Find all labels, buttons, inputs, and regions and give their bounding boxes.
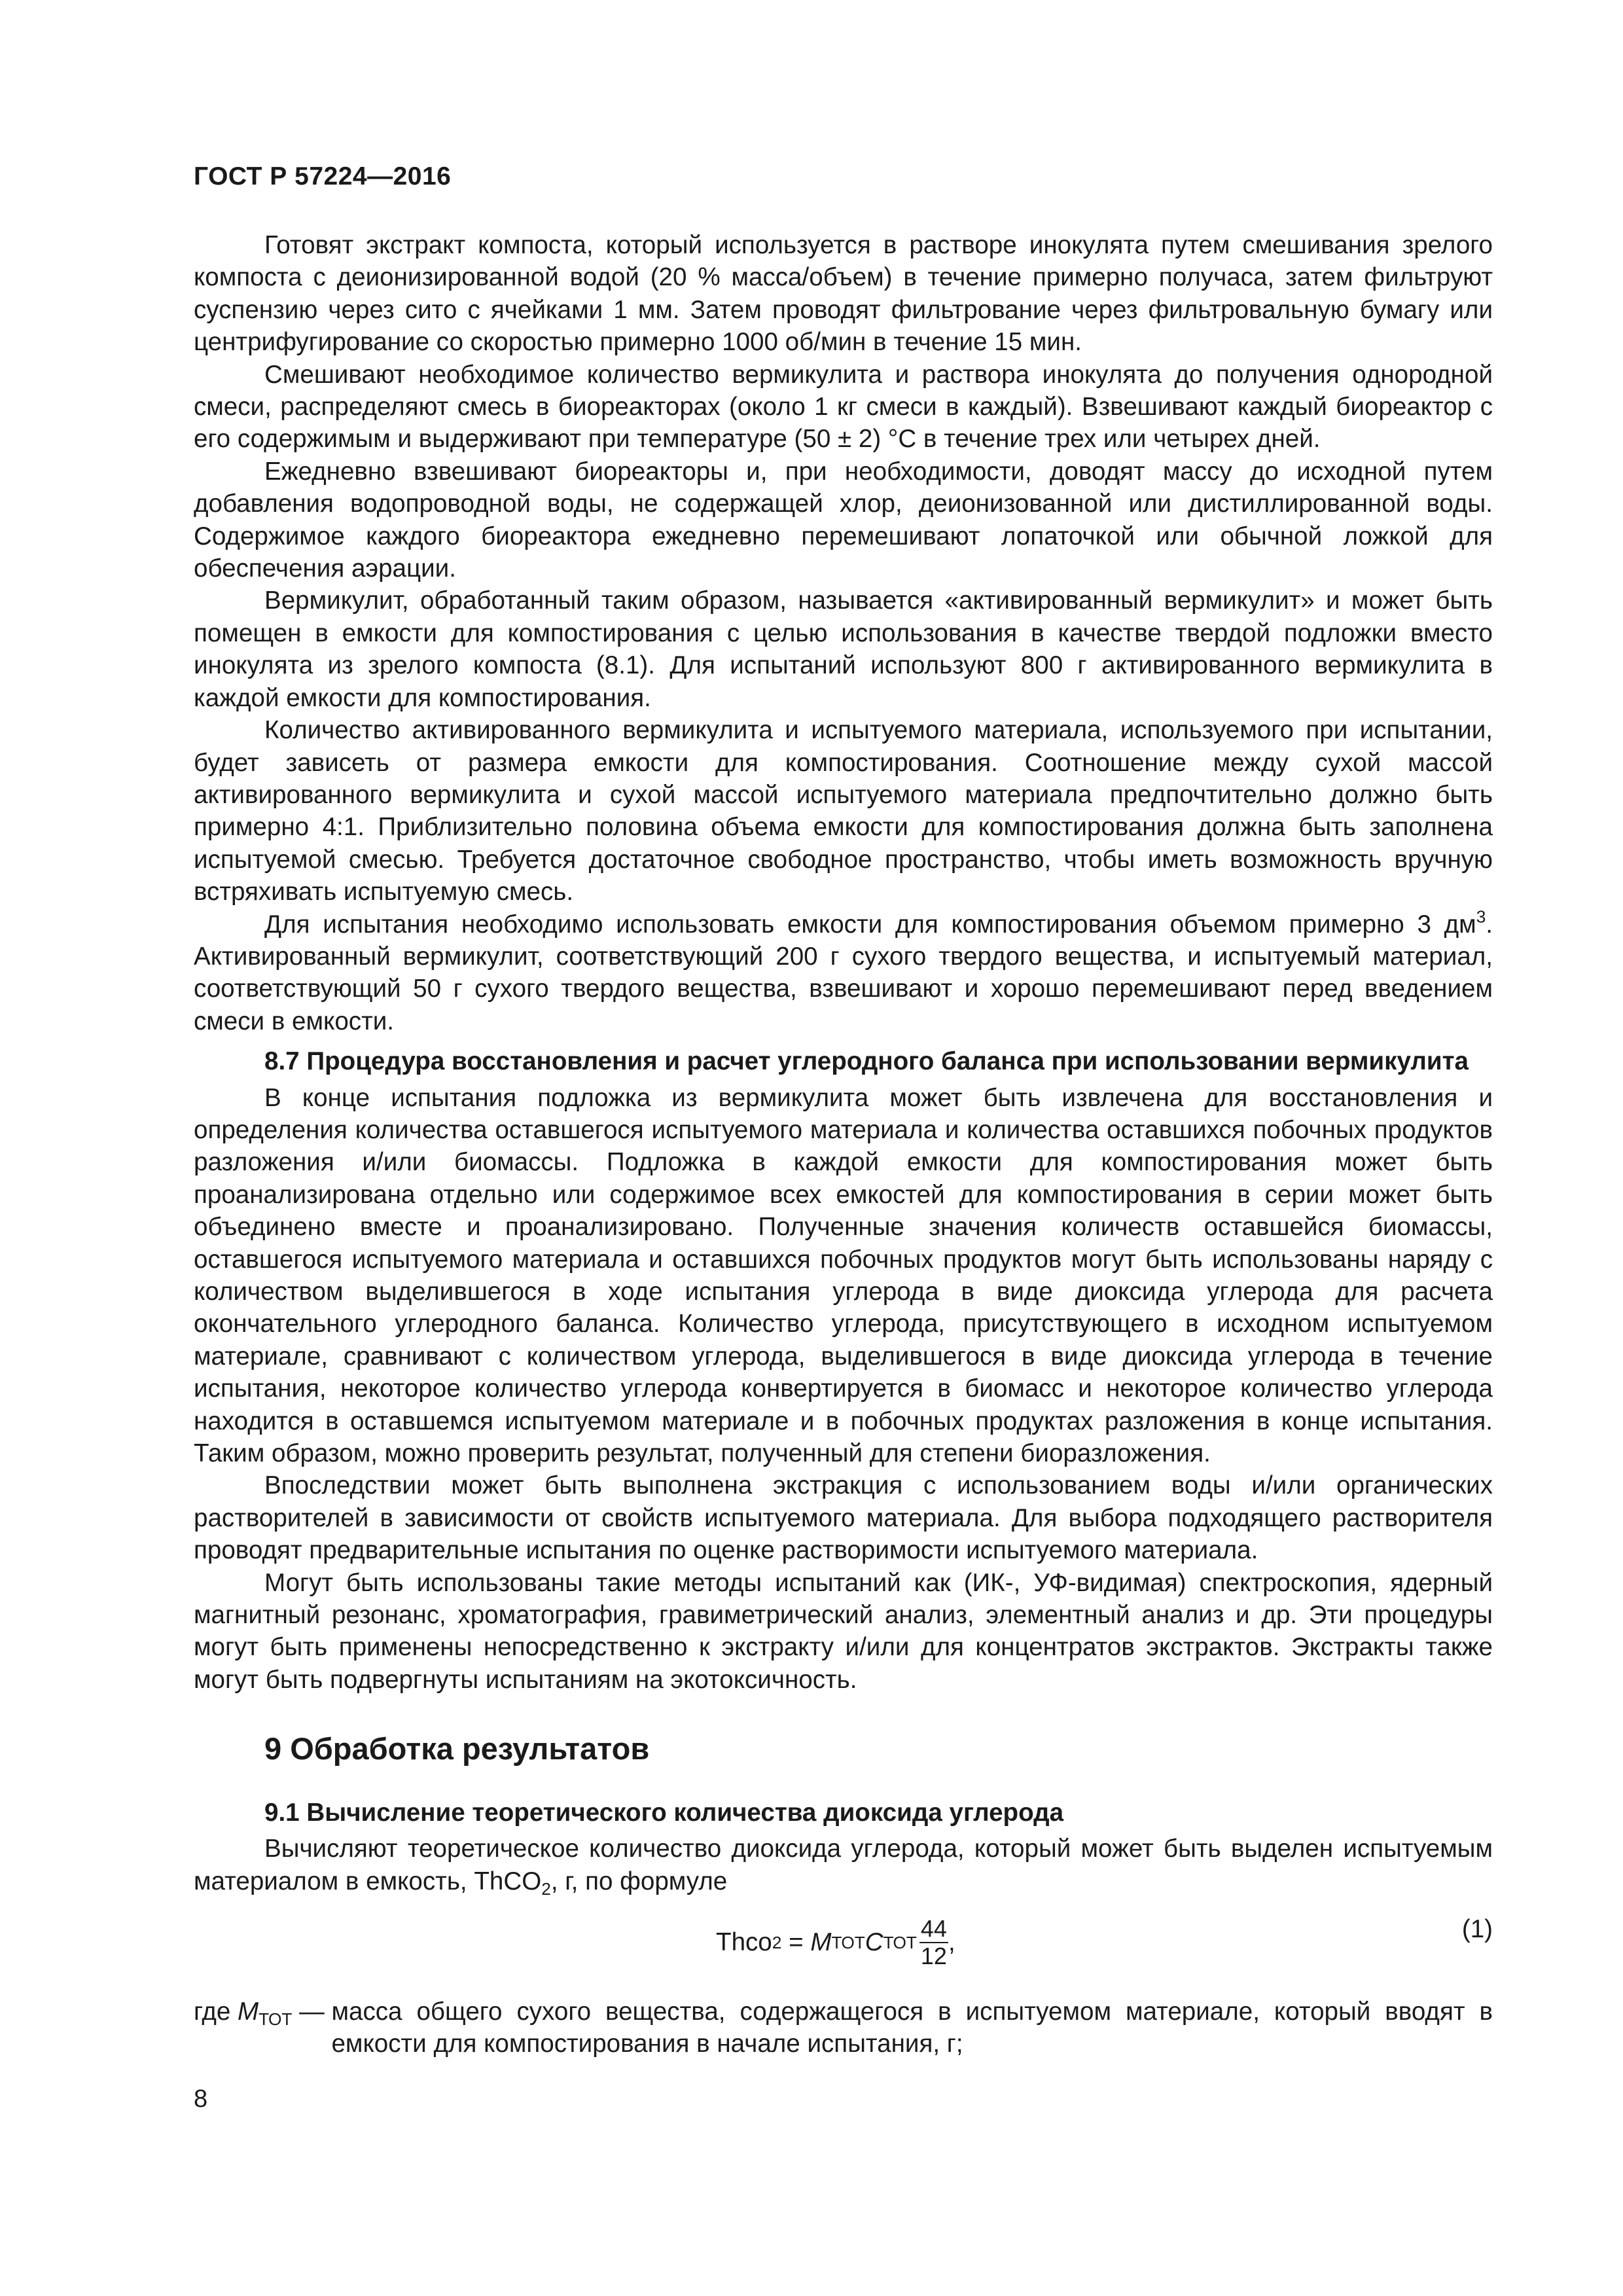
paragraph: Количество активированного вермикулита и испытуемого материала, используемого при испытании, будет зависеть от размера емкости для компостирования. Соотношение между сухой массой активированного вермикулита и сухой массой испытуемого материала предпочтительно должно быть примерно 4:1. Приблизительно половина объема емкости для компостирования должна быть заполнена испытуемой смесью. Требуется достаточное свободное пространство, чтобы иметь возможность вручную встряхивать испытуемую смесь.	[194, 716, 1493, 906]
fraction-numerator: 44	[920, 1914, 947, 1942]
section-heading-9: 9 Обработка результатов	[264, 1731, 650, 1767]
paragraph: Вермикулит, обработанный таким образом, называется «активированный вермикулит» и может быть помещен в емкости для компостирования с целью использования в качестве твердой подложки вместо инокулята из зрелого компоста (8.1). Для испытаний используют 800 г активированного вермикулита в каждой емкости для компостирования.	[194, 586, 1493, 712]
text: Для испытания необходимо использовать емкости для компостирования объемом примерно 3 дм	[264, 910, 1476, 939]
formula-lhs: Thco	[716, 1928, 772, 1957]
formula-c: C	[865, 1928, 883, 1957]
text: , г, по формуле	[550, 1867, 728, 1895]
section-heading-9-1: 9.1 Вычисление теоретического количества диоксида углерода	[264, 1798, 1064, 1827]
paragraph: Могут быть использованы такие методы испытаний как (ИК-, УФ-видимая) спектроскопия, ядерный магнитный резонанс, хроматография, гравиметрический анализ, элементный анализ и др. Эти процедуры могут быть применены непосредственно к экстракту и/или для концентратов экстрактов. Экстракты также могут быть подвергнуты испытаниям на экотоксичность.	[194, 1568, 1493, 1694]
where-word: где	[194, 1997, 238, 2026]
page-content	[194, 229, 1493, 2060]
paragraph: Впоследствии может быть выполнена экстракция с использованием воды и/или органических растворителей в зависимости от свойств испытуемого материала. Для выбора подходящего растворителя проводят предварительные испытания по оценке растворимости испытуемого материала.	[194, 1471, 1493, 1565]
text: Вычисляют теоретическое количество диоксида углерода, который может быть выделен испытуемым материалом в емкость, ThCO	[194, 1835, 1493, 1895]
formula-m: M	[810, 1928, 832, 1957]
paragraph: Ежедневно взвешивают биореакторы и, при необходимости, доводят массу до исходной путем добавления водопроводной воды, не содержащей хлор, деионизованной или дистиллированной воды. Содержимое каждого биореактора ежедневно перемешивают лопаточкой или обычной ложкой для обеспечения аэрации.	[194, 457, 1493, 583]
paragraph: В конце испытания подложка из вермикулита может быть извлечена для восстановления и определения количества оставшегося испытуемого материала и количества оставшихся побочных продуктов разложения и/или биомассы. Подложка в каждой емкости для компостирования может быть проанализирована отдельно или содержимое всех емкостей для компостирования в серии может быть объединено вместе и проанализировано. Полученные значения количеств оставшейся биомассы, оставшегося испытуемого материала и оставшихся побочных продуктов могут быть использованы наряду с количеством выделившегося в ходе испытания углерода в виде диоксида углерода для расчета окончательного углеродного баланса. Количество углерода, присутствующего в исходном испытуемом материале, сравнивают с количеством углерода, выделившегося в виде диоксида углерода в течение испытания, некоторое количество углерода конвертируется в биомасс и некоторое количество углерода находится в оставшемся испытуемом материале и в побочных продуктах разложения в конце испытания. Таким образом, можно проверить результат, полученный для степени биоразложения.	[194, 1083, 1493, 1468]
subscript: 2	[541, 1878, 551, 1899]
section-heading-8-7: 8.7 Процедура восстановления и расчет углеродного баланса при использовании вермикулита	[264, 1047, 1469, 1076]
where-clause	[194, 1996, 1493, 2060]
text: . Активированный вермикулит, соответствующий 200 г сухого твердого вещества, и испытуемый материал, соответствующий 50 г сухого твердого вещества, взвешивают и хорошо перемешивают перед введением смеси в емкости.	[194, 910, 1493, 1035]
fraction-denominator: 12	[920, 1942, 947, 1969]
equation-number: (1)	[1461, 1914, 1493, 1943]
where-symbol-sub: ТОТ	[259, 2009, 293, 2029]
where-definition: масса общего сухого вещества, содержащегося в испытуемом материале, который вводят в емкости для компостирования в начале испытания, г;	[331, 1997, 1493, 2058]
paragraph-intro	[194, 1833, 1493, 1897]
formula-1	[194, 1907, 1493, 1979]
formula-fraction	[919, 1916, 948, 1969]
formula-tail: ,	[948, 1928, 955, 1957]
page-number: 8	[194, 2085, 208, 2113]
where-lead	[194, 1996, 331, 2060]
where-symbol: M	[238, 1997, 259, 2026]
paragraph-volume	[194, 908, 1493, 1038]
document-header: ГОСТ Р 57224—2016	[194, 162, 452, 190]
superscript: 3	[1476, 906, 1486, 926]
formula-eq: =	[781, 1928, 811, 1957]
paragraph: Готовят экстракт компоста, который используется в растворе инокулята путем смешивания зрелого компоста с деионизированной водой (20 % масса/объем) в течение примерно получаса, затем фильтруют суспензию через сито с ячейками 1 мм. Затем проводят фильтрование через фильтровальную бумагу или центрифугирование со скоростью примерно 1000 об/мин в течение 15 мин.	[194, 231, 1493, 357]
paragraph: Смешивают необходимое количество вермикулита и раствора инокулята до получения однородной смеси, распределяют смесь в биореакторах (около 1 кг смеси в каждый). Взвешивают каждый биореактор с его содержимым и выдерживают при температуре (50 ± 2) °С в течение трех или четырех дней.	[194, 360, 1493, 454]
formula-expression: Thco 2 = M ТОТ C ТОТ $\frac{44}{12}$ ,	[716, 1914, 955, 1969]
where-dash: —	[292, 1997, 332, 2026]
